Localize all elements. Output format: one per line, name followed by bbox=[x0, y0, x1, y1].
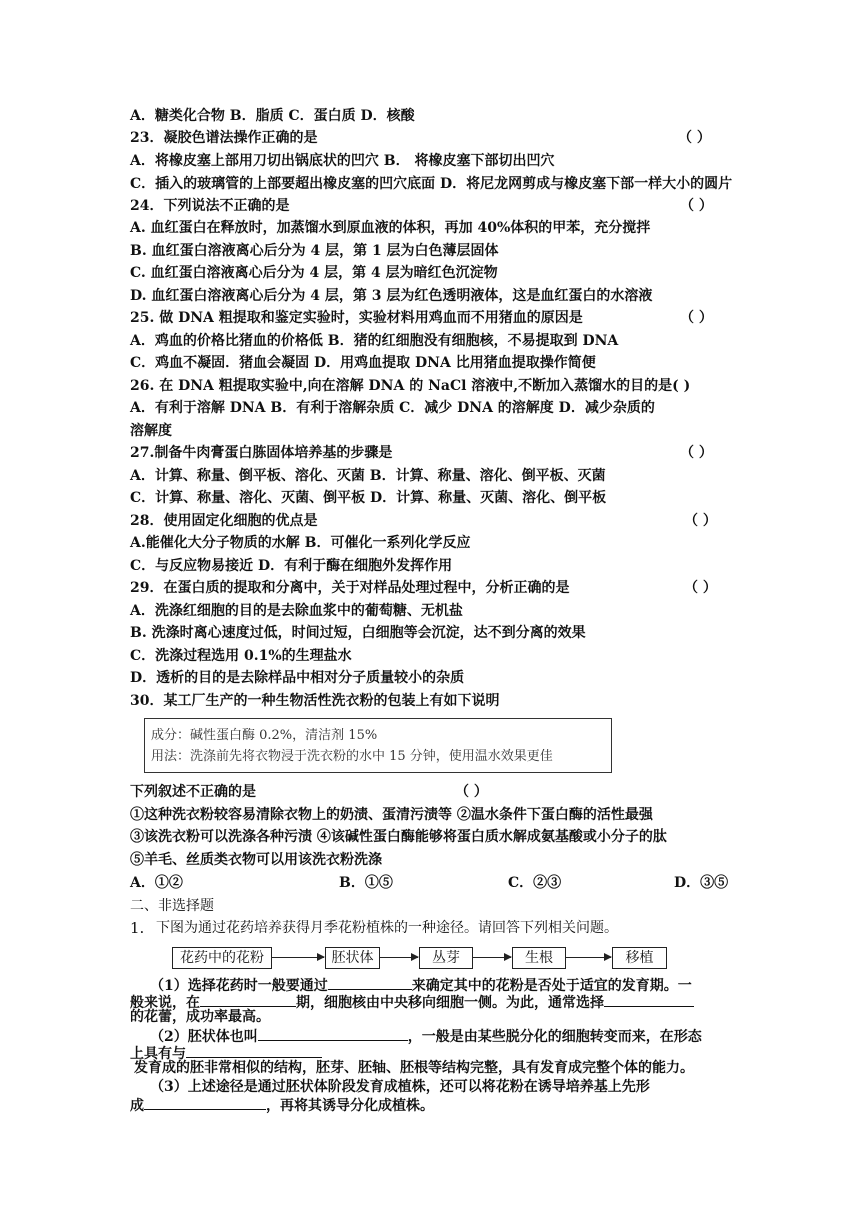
q29-answer-paren: （ ） bbox=[684, 580, 717, 596]
sub3-text-c: ，再将其诱导分化成植株。 bbox=[266, 1098, 434, 1114]
q28-stem: 28．使用固定化细胞的优点是 bbox=[130, 513, 318, 529]
q24-answer-paren: （ ） bbox=[680, 198, 713, 214]
q28-options-ab: A.能催化大分子物质的水解 B．可催化一系列化学反应 bbox=[130, 535, 471, 551]
q25-options-cd: C．鸡血不凝固．猪血会凝固 D．用鸡血提取 DNA 比用猪血提取操作简便 bbox=[130, 355, 596, 371]
sub3-text-b: 成 bbox=[130, 1098, 144, 1114]
q24-stem: 24．下列说法不正确的是 bbox=[130, 198, 290, 214]
q27-options-cd: C．计算、称量、溶化、灭菌、倒平板 D．计算、称量、灭菌、溶化、倒平板 bbox=[130, 490, 607, 506]
q30-answer-paren: （ ） bbox=[455, 784, 488, 800]
label-ingredients: 成分：碱性蛋白酶 0.2%，清洁剂 15% bbox=[151, 728, 378, 743]
flow-step-rooting: 生根 bbox=[512, 947, 566, 969]
flow-step-shoot-cluster: 丛芽 bbox=[419, 947, 473, 969]
q22-options: A．糖类化合物 B．脂质 C．蛋白质 D．核酸 bbox=[130, 108, 415, 124]
sub2-text-b: ，一般是由某些脱分化的细胞转变而来，在形态 bbox=[407, 1029, 702, 1045]
q26-options: A．有利于溶解 DNA B．有利于溶解杂质 C．减少 DNA 的溶解度 D．减少杂质的 bbox=[130, 400, 655, 416]
sub2-line3: 发育成的胚非常相似的结构，胚芽、胚轴、胚根等结构完整，具有发育成完整个体的能力。 bbox=[134, 1060, 694, 1076]
q23-answer-paren: （ ） bbox=[678, 130, 711, 146]
sub1-line3: 的花蕾，成功率最高。 bbox=[130, 1009, 270, 1025]
q27-stem: 27.制备牛肉膏蛋白胨固体培养基的步骤是 bbox=[130, 445, 393, 461]
q24-option-c: C. 血红蛋白溶液离心后分为 4 层，第 4 层为暗红色沉淀物 bbox=[130, 265, 498, 281]
q26-stem: 26. 在 DNA 粗提取实验中,向在溶解 DNA 的 NaCl 溶液中,不断加入蒸馏水的目的是( ) bbox=[130, 378, 691, 394]
answer-blank[interactable] bbox=[200, 992, 296, 1007]
q30-option-b: B．①⑤ bbox=[339, 875, 393, 891]
q30-option-a: A．①② bbox=[130, 875, 183, 891]
q27-options-ab: A．计算、称量、倒平板、溶化、灭菌 B．计算、称量、溶化、倒平板、灭菌 bbox=[130, 468, 606, 484]
q24-option-b: B. 血红蛋白溶液离心后分为 4 层，第 1 层为白色薄层固体 bbox=[130, 243, 499, 259]
flow-step-transplant: 移植 bbox=[612, 947, 667, 969]
q29-option-a: A．洗涤红细胞的目的是去除血浆中的葡萄糖、无机盐 bbox=[130, 603, 463, 619]
q28-answer-paren: （ ） bbox=[684, 513, 717, 529]
q29-stem: 29．在蛋白质的提取和分离中，关于对样品处理过程中，分析正确的是 bbox=[130, 580, 570, 596]
q29-option-b: B. 洗涤时离心速度过低，时间过短，白细胞等会沉淀，达不到分离的效果 bbox=[130, 625, 586, 641]
q30-statements-2: ③该洗衣粉可以洗涤各种污渍 ④该碱性蛋白酶能够将蛋白质水解成氨基酸或小分子的肽 bbox=[130, 829, 667, 845]
product-label-box bbox=[144, 718, 612, 773]
q1-stem: 下图为通过花药培养获得月季花粉植株的一种途径。请回答下列相关问题。 bbox=[156, 920, 618, 936]
q24-option-d: D. 血红蛋白溶液离心后分为 4 层，第 3 层为红色透明液体，这是血红蛋白的水溶液 bbox=[130, 288, 653, 304]
culture-flow-diagram bbox=[0, 947, 860, 969]
q30-statements-3: ⑤羊毛、丝质类衣物可以用该洗衣粉洗涤 bbox=[130, 852, 382, 868]
q25-stem: 25. 做 DNA 粗提取和鉴定实验时，实验材料用鸡血而不用猪血的原因是 bbox=[130, 310, 583, 326]
q27-answer-paren: （ ） bbox=[680, 445, 713, 461]
q25-options-ab: A．鸡血的价格比猪血的价格低 B．猪的红细胞没有细胞核，不易提取到 DNA bbox=[130, 333, 619, 349]
answer-blank[interactable] bbox=[604, 992, 694, 1007]
q28-options-cd: C．与反应物易接近 D．有利于酶在细胞外发挥作用 bbox=[130, 558, 453, 574]
flow-arrow-icon bbox=[271, 957, 324, 958]
q30-statements-1: ①这种洗衣粉较容易清除衣物上的奶渍、蛋清污渍等 ②温水条件下蛋白酶的活性最强 bbox=[130, 807, 653, 823]
answer-blank[interactable] bbox=[144, 1095, 266, 1110]
sub1-text-c: 般来说，在 bbox=[130, 995, 200, 1011]
q23-options-ab: A．将橡皮塞上部用刀切出锅底状的凹穴 B． 将橡皮塞下部切出凹穴 bbox=[130, 153, 555, 169]
q26-options-cont: 溶解度 bbox=[130, 423, 172, 439]
q29-option-d: D．透析的目的是去除样品中相对分子质量较小的杂质 bbox=[130, 670, 465, 686]
flow-step-embryoid: 胚状体 bbox=[325, 947, 380, 969]
flow-arrow-icon bbox=[565, 957, 611, 958]
flow-arrow-icon bbox=[472, 957, 511, 958]
answer-blank[interactable] bbox=[258, 1026, 408, 1041]
flow-step-pollen: 花药中的花粉 bbox=[172, 947, 272, 969]
q30-intro: 30．某工厂生产的一种生物活性洗衣粉的包装上有如下说明 bbox=[130, 693, 500, 709]
q30-option-c: C．②③ bbox=[508, 875, 562, 891]
label-usage: 用法：洗涤前先将衣物浸于洗衣粉的水中 15 分钟，使用温水效果更佳 bbox=[151, 749, 553, 764]
q25-answer-paren: （ ） bbox=[680, 310, 713, 326]
sub3-line2 bbox=[130, 1095, 434, 1115]
sub3-line1: （3）上述途径是通过胚状体阶段发育成植株，还可以将花粉在诱导培养基上先形 bbox=[150, 1079, 650, 1095]
sub1-text-d: 期，细胞核由中央移向细胞一侧。为此，通常选择 bbox=[296, 995, 604, 1011]
sub2-text-c: 上具有与 bbox=[130, 1046, 186, 1062]
sub2-text-a: （2）胚状体也叫 bbox=[150, 1029, 258, 1045]
section-2-heading: 二、非选择题 bbox=[130, 898, 214, 914]
q29-option-c: C．洗涤过程选用 0.1%的生理盐水 bbox=[130, 648, 352, 664]
sub1-text-a: （1）选择花药时一般要通过 bbox=[150, 978, 328, 994]
answer-blank[interactable] bbox=[186, 1043, 322, 1058]
q30-option-d: D．③⑤ bbox=[674, 875, 729, 891]
q24-option-a: A. 血红蛋白在释放时，加蒸馏水到原血液的体积，再加 40%体积的甲苯，充分搅拌 bbox=[130, 220, 651, 236]
answer-blank[interactable] bbox=[328, 975, 412, 990]
q23-options-cd: C．插入的玻璃管的上部要超出橡皮塞的凹穴底面 D．将尼龙网剪成与橡皮塞下部一样大小的圆片 bbox=[130, 176, 733, 192]
q23-stem: 23．凝胶色谱法操作正确的是 bbox=[130, 130, 318, 146]
q1-number: 1. bbox=[130, 919, 145, 937]
sub1-text-b: 来确定其中的花粉是否处于适宜的发育期。一 bbox=[411, 978, 692, 994]
q30-stem: 下列叙述不正确的是 bbox=[130, 784, 256, 800]
flow-arrow-icon bbox=[379, 957, 418, 958]
